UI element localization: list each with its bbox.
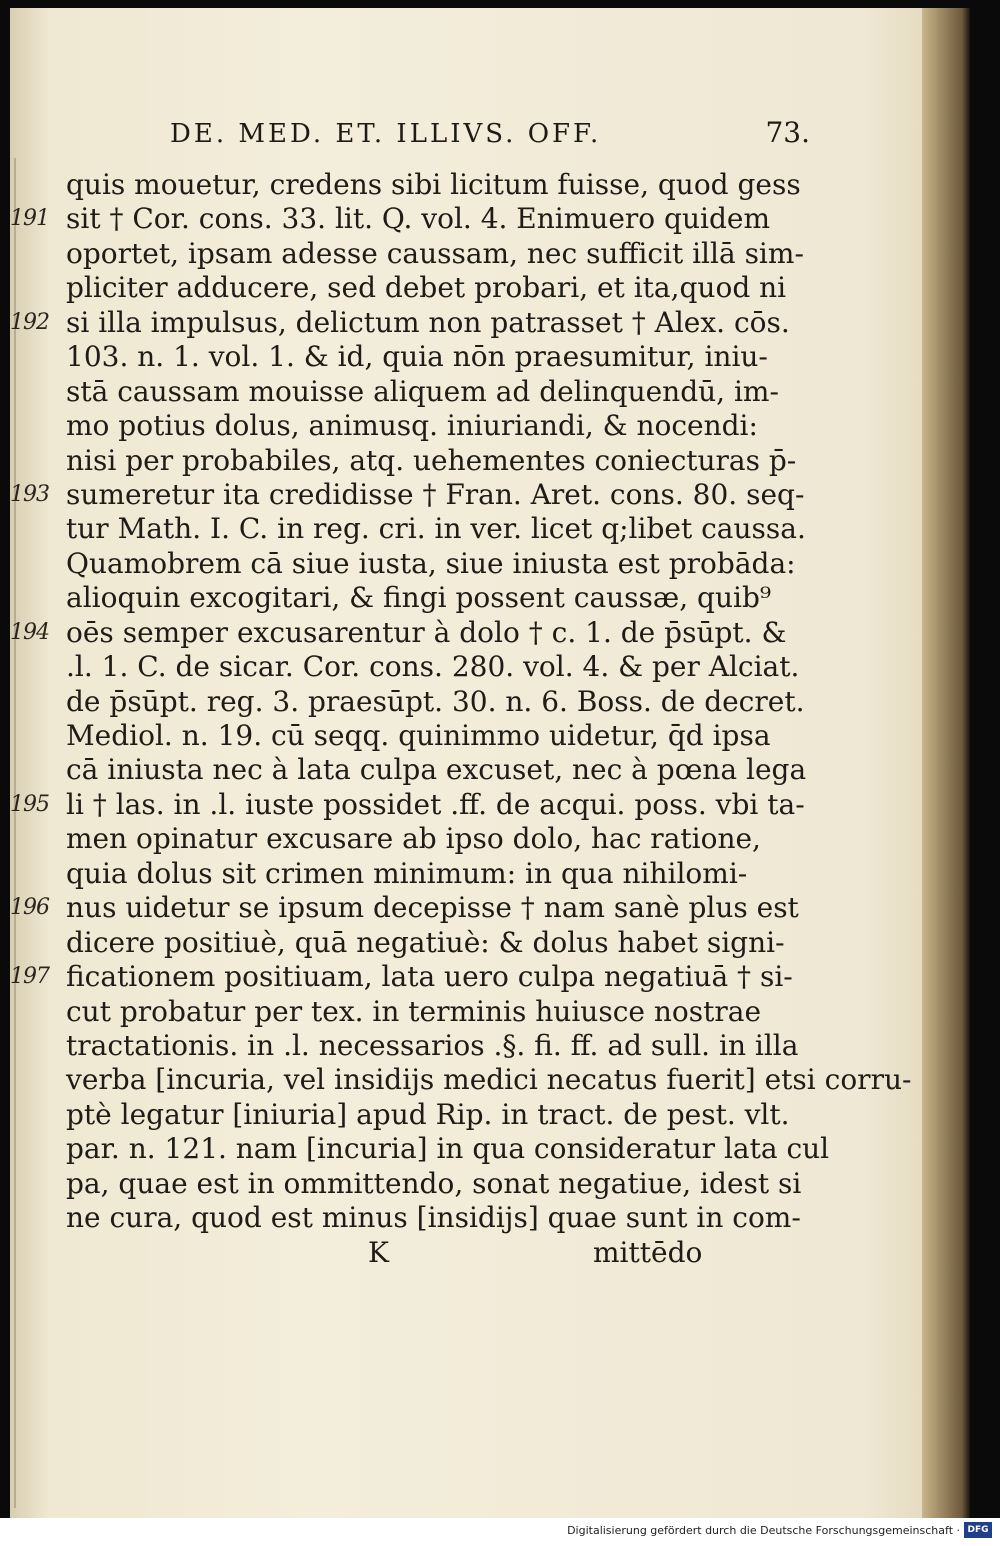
margin-note-number: 191 — [10, 206, 49, 232]
text-line — [10, 995, 910, 1029]
line-text: sit † Cor. cons. 33. lit. Q. vol. 4. Enimuero quidem — [66, 202, 770, 236]
line-text: 103. n. 1. vol. 1. & id, quia nōn praesumitur, iniu- — [66, 340, 768, 374]
footer-bar — [0, 1518, 1000, 1546]
line-text: dicere positiuè, quā negatiuè: & dolus habet signi- — [66, 925, 785, 959]
page-edge-shadow — [922, 8, 970, 1518]
text-line — [10, 1167, 910, 1201]
text-line — [10, 478, 910, 512]
line-text: cut probatur per tex. in terminis huiusce nostrae — [66, 994, 762, 1028]
text-line — [10, 788, 910, 822]
text-line — [10, 753, 910, 787]
line-text: Quamobrem cā siue iusta, siue iniusta est probāda: — [66, 546, 796, 580]
line-text: Mediol. n. 19. cū seqq. quinimmo uidetur, q̄d ipsa — [66, 719, 771, 752]
line-text: mo potius dolus, animusq. iniuriandi, & nocendi: — [66, 409, 758, 443]
line-text: cā iniusta nec à lata culpa excuset, nec à pœna lega — [66, 753, 807, 787]
line-text: par. n. 121. nam [incuria] in qua consideratur lata cul — [66, 1132, 830, 1166]
text-line — [10, 719, 910, 753]
text-line — [10, 960, 910, 994]
line-text: de p̄sūpt. reg. 3. praesūpt. 30. n. 6. Boss. de decret. — [66, 684, 805, 718]
text-line — [10, 616, 910, 650]
line-text: nus uidetur se ipsum decepisse † nam sanè plus est — [66, 891, 799, 925]
line-text: tur Math. I. C. in reg. cri. in ver. licet q;libet caussa. — [66, 512, 806, 546]
line-text: sumeretur ita credidisse † Fran. Aret. cons. 80. seq- — [66, 477, 805, 511]
text-line — [10, 375, 910, 409]
text-line — [10, 926, 910, 960]
line-text: quia dolus sit crimen minimum: in qua nihilomi- — [66, 856, 748, 890]
book-page — [10, 8, 925, 1518]
line-text: oēs semper excusarentur à dolo † c. 1. de p̄sūpt. & — [66, 615, 787, 649]
line-text: pa, quae est in ommittendo, sonat negatiue, idest si — [66, 1166, 802, 1200]
text-line — [10, 650, 910, 684]
catchword: mittēdo — [593, 1235, 703, 1269]
page-header — [170, 116, 810, 149]
margin-note-number: 195 — [10, 791, 49, 817]
text-line — [10, 512, 910, 546]
line-text: ptè legatur [iniuria] apud Rip. in tract. de pest. vlt. — [66, 1097, 790, 1131]
text-line — [10, 547, 910, 581]
line-text: stā caussam mouisse aliquem ad delinquendū, im- — [66, 374, 779, 408]
line-text: nisi per probabiles, atq. uehementes coniecturas p̄- — [66, 443, 797, 477]
margin-note-number: 196 — [10, 895, 49, 921]
signature-line — [10, 1236, 910, 1270]
line-text: quis mouetur, credens sibi licitum fuisse, quod gess — [66, 168, 801, 201]
line-text: si illa impulsus, delictum non patrasset † Alex. cōs. — [66, 305, 790, 339]
text-line — [10, 1201, 910, 1235]
text-block — [10, 168, 910, 1270]
text-line — [10, 581, 910, 615]
text-line — [10, 237, 910, 271]
text-line — [10, 202, 910, 236]
text-line — [10, 444, 910, 478]
text-line — [10, 1132, 910, 1166]
line-text: verba [incuria, vel insidijs medici necatus fuerit] etsi corru- — [66, 1063, 912, 1097]
margin-note-number: 193 — [10, 481, 49, 507]
page-number: 73. — [765, 116, 810, 149]
line-text: men opinatur excusare ab ipso dolo, hac ratione, — [66, 822, 761, 856]
margin-note-number: 192 — [10, 309, 49, 335]
text-line — [10, 409, 910, 443]
text-line — [10, 340, 910, 374]
text-line — [10, 168, 910, 202]
line-text: ficationem positiuam, lata uero culpa negatiuā † si- — [66, 960, 793, 994]
line-text: oportet, ipsam adesse caussam, nec sufficit illā sim- — [66, 236, 804, 270]
dfg-logo: DFG — [964, 1522, 992, 1538]
signature-mark: K — [368, 1235, 389, 1269]
text-line — [10, 685, 910, 719]
running-title: DE. MED. ET. ILLIVS. OFF. — [170, 119, 602, 149]
text-line — [10, 271, 910, 305]
text-line — [10, 822, 910, 856]
text-line — [10, 857, 910, 891]
line-text: pliciter adducere, sed debet probari, et ita,quod ni — [66, 271, 787, 305]
line-text: ne cura, quod est minus [insidijs] quae sunt in com- — [66, 1201, 801, 1235]
text-line — [10, 1029, 910, 1063]
text-line — [10, 1063, 910, 1097]
line-text: alioquin excogitari, & fingi possent caussæ, quib⁹ — [66, 581, 772, 615]
line-text: tractationis. in .l. necessarios .§. fi. ff. ad sull. in illa — [66, 1028, 799, 1062]
text-line — [10, 1098, 910, 1132]
margin-note-number: 197 — [10, 964, 49, 990]
line-text: .l. 1. C. de sicar. Cor. cons. 280. vol. 4. & per Alciat. — [66, 650, 800, 684]
margin-note-number: 194 — [10, 619, 49, 645]
text-line — [10, 306, 910, 340]
digitization-notice: Digitalisierung gefördert durch die Deutsche Forschungsgemeinschaft · — [567, 1524, 960, 1537]
text-line — [10, 891, 910, 925]
line-text: li † las. in .l. iuste possidet .ff. de acqui. poss. vbi ta- — [66, 787, 805, 821]
